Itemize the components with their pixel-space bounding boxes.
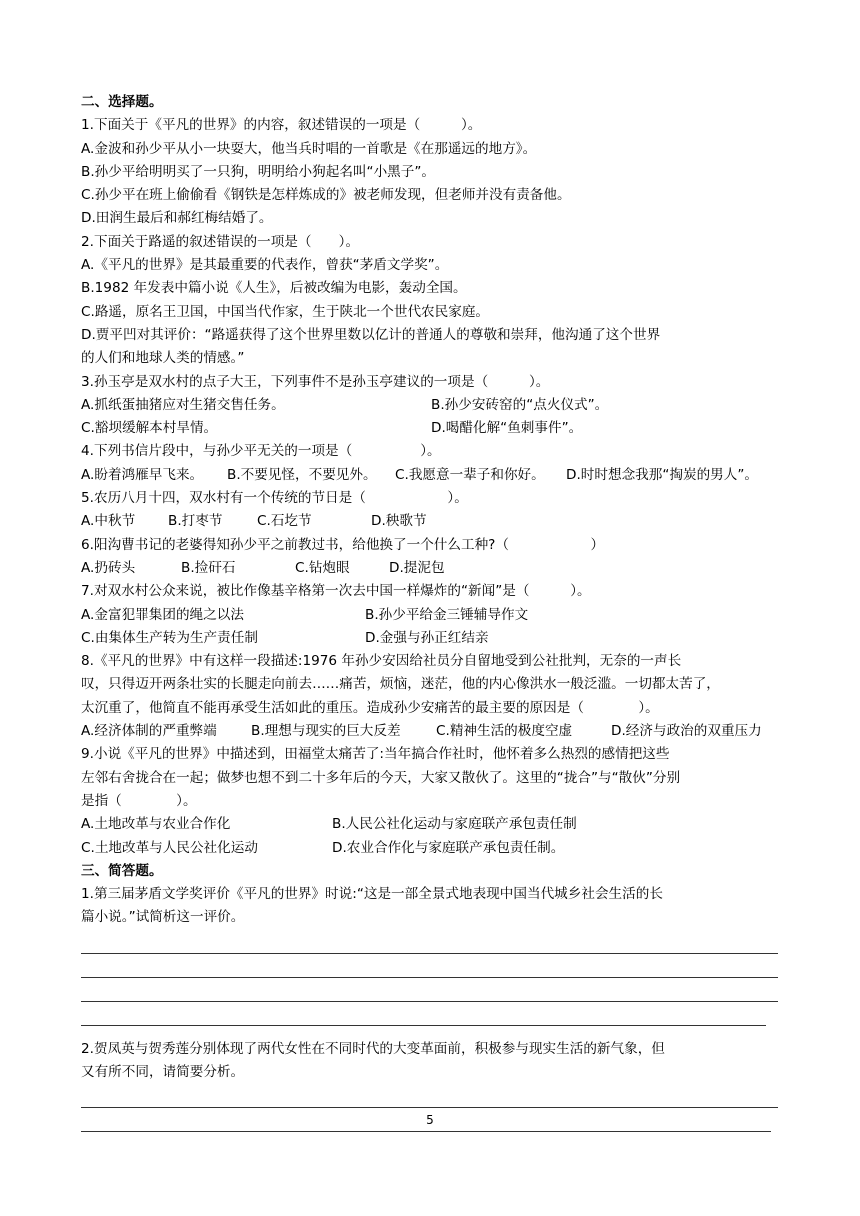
short-answer-1-stem-line-1: 1.第三届茅盾文学奖评价《平凡的世界》时说:“这是一部全景式地表现中国当代城乡社会生活的长	[81, 886, 663, 903]
question-1-option-b: B.孙少平给明明买了一只狗，明明给小狗起名叫“小黑子”。	[81, 163, 435, 180]
question-3-option-d: D.喝醋化解“鱼刺事件”。	[431, 420, 583, 437]
question-1-stem: 1.下面关于《平凡的世界》的内容，叙述错误的一项是（ ）。	[81, 117, 482, 134]
question-2-option-d: D.贾平凹对其评价：“路遥获得了这个世界里数以亿计的普通人的尊敬和崇拜，他沟通了这个世界	[81, 326, 661, 343]
answer-line[interactable]	[81, 978, 778, 1002]
question-2-stem: 2.下面关于路遥的叙述错误的一项是（ ）。	[81, 233, 360, 250]
question-8-option-d: D.经济与政治的双重压力	[611, 723, 762, 740]
document-content	[81, 91, 781, 1132]
question-9-stem-line-1: 9.小说《平凡的世界》中描述到，田福堂太痛苦了:当年搞合作社时，他怀着多么热烈的感情把这些	[81, 746, 670, 763]
question-4-option-a: A.盼着鸿雁早飞来。	[81, 466, 204, 483]
question-8-option-c: C.精神生活的极度空虚	[436, 723, 573, 740]
short-answer-1-stem-line-2: 篇小说。”试简析这一评价。	[81, 909, 245, 926]
question-1-option-d: D.田润生最后和郝红梅结婚了。	[81, 210, 273, 227]
question-7-option-b: B.孙少平给金三锤辅导作文	[365, 606, 529, 623]
question-6-options	[81, 557, 781, 580]
page-number: 5	[426, 1113, 434, 1127]
answer-line[interactable]	[81, 954, 778, 978]
question-2-option-b: B.1982 年发表中篇小说《人生》，后被改编为电影，轰动全国。	[81, 280, 467, 297]
answer-line[interactable]	[81, 1084, 778, 1108]
question-5-options	[81, 510, 781, 533]
question-5-option-d: D.秧歌节	[371, 513, 427, 530]
question-9-option-d: D.农业合作化与家庭联产承包责任制。	[332, 839, 565, 856]
question-9-option-b: B.人民公社化运动与家庭联产承包责任制	[332, 816, 577, 833]
question-3-options-row-1	[81, 394, 781, 417]
question-7-options-row-1	[81, 604, 781, 627]
question-1-option-c: C.孙少平在班上偷偷看《钢铁是怎样炼成的》被老师发现，但老师并没有责备他。	[81, 187, 571, 204]
question-4-option-c: C.我愿意一辈子和你好。	[395, 466, 545, 483]
section-heading-choice: 二、选择题。	[81, 94, 163, 110]
question-7-options-row-2	[81, 627, 781, 650]
answer-line[interactable]	[81, 930, 778, 954]
question-8-options	[81, 720, 781, 743]
question-4-options	[81, 464, 781, 487]
question-7-stem: 7.对双水村公众来说，被比作像基辛格第一次去中国一样爆炸的“新闻”是（ ）。	[81, 583, 591, 600]
section-heading-short-answer: 三、简答题。	[81, 862, 163, 879]
question-3-option-b: B.孙少安砖窑的“点火仪式”。	[431, 396, 609, 413]
question-9-option-c: C.土地改革与人民公社化运动	[81, 839, 258, 856]
question-2-option-c: C.路遥，原名王卫国，中国当代作家，生于陕北一个世代农民家庭。	[81, 303, 490, 320]
question-6-option-d: D.提泥包	[389, 559, 445, 576]
question-2-option-d-cont: 的人们和地球人类的情感。”	[81, 350, 245, 367]
question-7-option-c: C.由集体生产转为生产责任制	[81, 629, 258, 646]
question-6-stem: 6.阳沟曹书记的老婆得知孙少平之前教过书，给他换了一个什么工种?（ ）	[81, 536, 605, 553]
question-4-stem: 4.下列书信片段中，与孙少平无关的一项是（ ）。	[81, 443, 441, 460]
question-3-options-row-2	[81, 417, 781, 440]
question-5-stem: 5.农历八月十四，双水村有一个传统的节日是（ ）。	[81, 490, 468, 507]
question-2-option-a: A.《平凡的世界》是其最重要的代表作，曾获“茅盾文学奖”。	[81, 257, 449, 274]
question-6-option-b: B.捡矸石	[181, 559, 236, 576]
question-7-option-d: D.金强与孙正红结亲	[365, 629, 489, 646]
question-9-options-row-1	[81, 813, 781, 836]
question-8-stem-line-2: 叹，只得迈开两条壮实的长腿走向前去……痛苦，烦恼，迷茫，他的内心像洪水一般泛滥。一切都太苦了，	[81, 676, 720, 693]
question-3-option-a: A.抓纸蛋抽猪应对生猪交售任务。	[81, 396, 285, 413]
question-5-option-a: A.中秋节	[81, 513, 136, 530]
question-6-option-c: C.钻炮眼	[295, 559, 350, 576]
question-9-stem-line-3: 是指（ ）。	[81, 792, 197, 809]
question-8-stem-line-1: 8.《平凡的世界》中有这样一段描述:1976 年孙少安因给社员分自留地受到公社批判，无奈的一声长	[81, 653, 682, 670]
question-3-option-c: C.豁坝缓解本村旱情。	[81, 420, 218, 437]
question-6-option-a: A.扔砖头	[81, 559, 136, 576]
short-answer-2-stem-line-1: 2.贺凤英与贺秀莲分别体现了两代女性在不同时代的大变革面前，积极参与现实生活的新气象，但	[81, 1040, 665, 1057]
question-9-options-row-2	[81, 837, 781, 860]
question-9-stem-line-2: 左邻右舍拢合在一起；做梦也想不到二十多年后的今天，大家又散伙了。这里的“拢合”与“散伙”分别	[81, 769, 681, 786]
question-1-option-a: A.金波和孙少平从小一块耍大，他当兵时唱的一首歌是《在那遥远的地方》。	[81, 140, 537, 157]
question-7-option-a: A.金富犯罪集团的绳之以法	[81, 606, 244, 623]
short-answer-2-stem-line-2: 又有所不同，请简要分析。	[81, 1063, 245, 1080]
question-4-option-d: D.时时想念我那“掏炭的男人”。	[566, 466, 758, 483]
question-5-option-c: C.石圪节	[257, 513, 312, 530]
answer-line[interactable]	[81, 1002, 766, 1026]
question-9-option-a: A.土地改革与农业合作化	[81, 816, 231, 833]
question-8-option-a: A.经济体制的严重弊端	[81, 723, 217, 740]
question-3-stem: 3.孙玉亭是双水村的点子大王，下列事件不是孙玉亭建议的一项是（ ）。	[81, 373, 550, 390]
question-8-option-b: B.理想与现实的巨大反差	[251, 723, 401, 740]
question-5-option-b: B.打枣节	[168, 513, 223, 530]
question-8-stem-line-3: 太沉重了，他简直不能再承受生活如此的重压。造成孙少安痛苦的最主要的原因是（ ）。	[81, 699, 659, 716]
question-4-option-b: B.不要见怪，不要见外。	[227, 466, 377, 483]
